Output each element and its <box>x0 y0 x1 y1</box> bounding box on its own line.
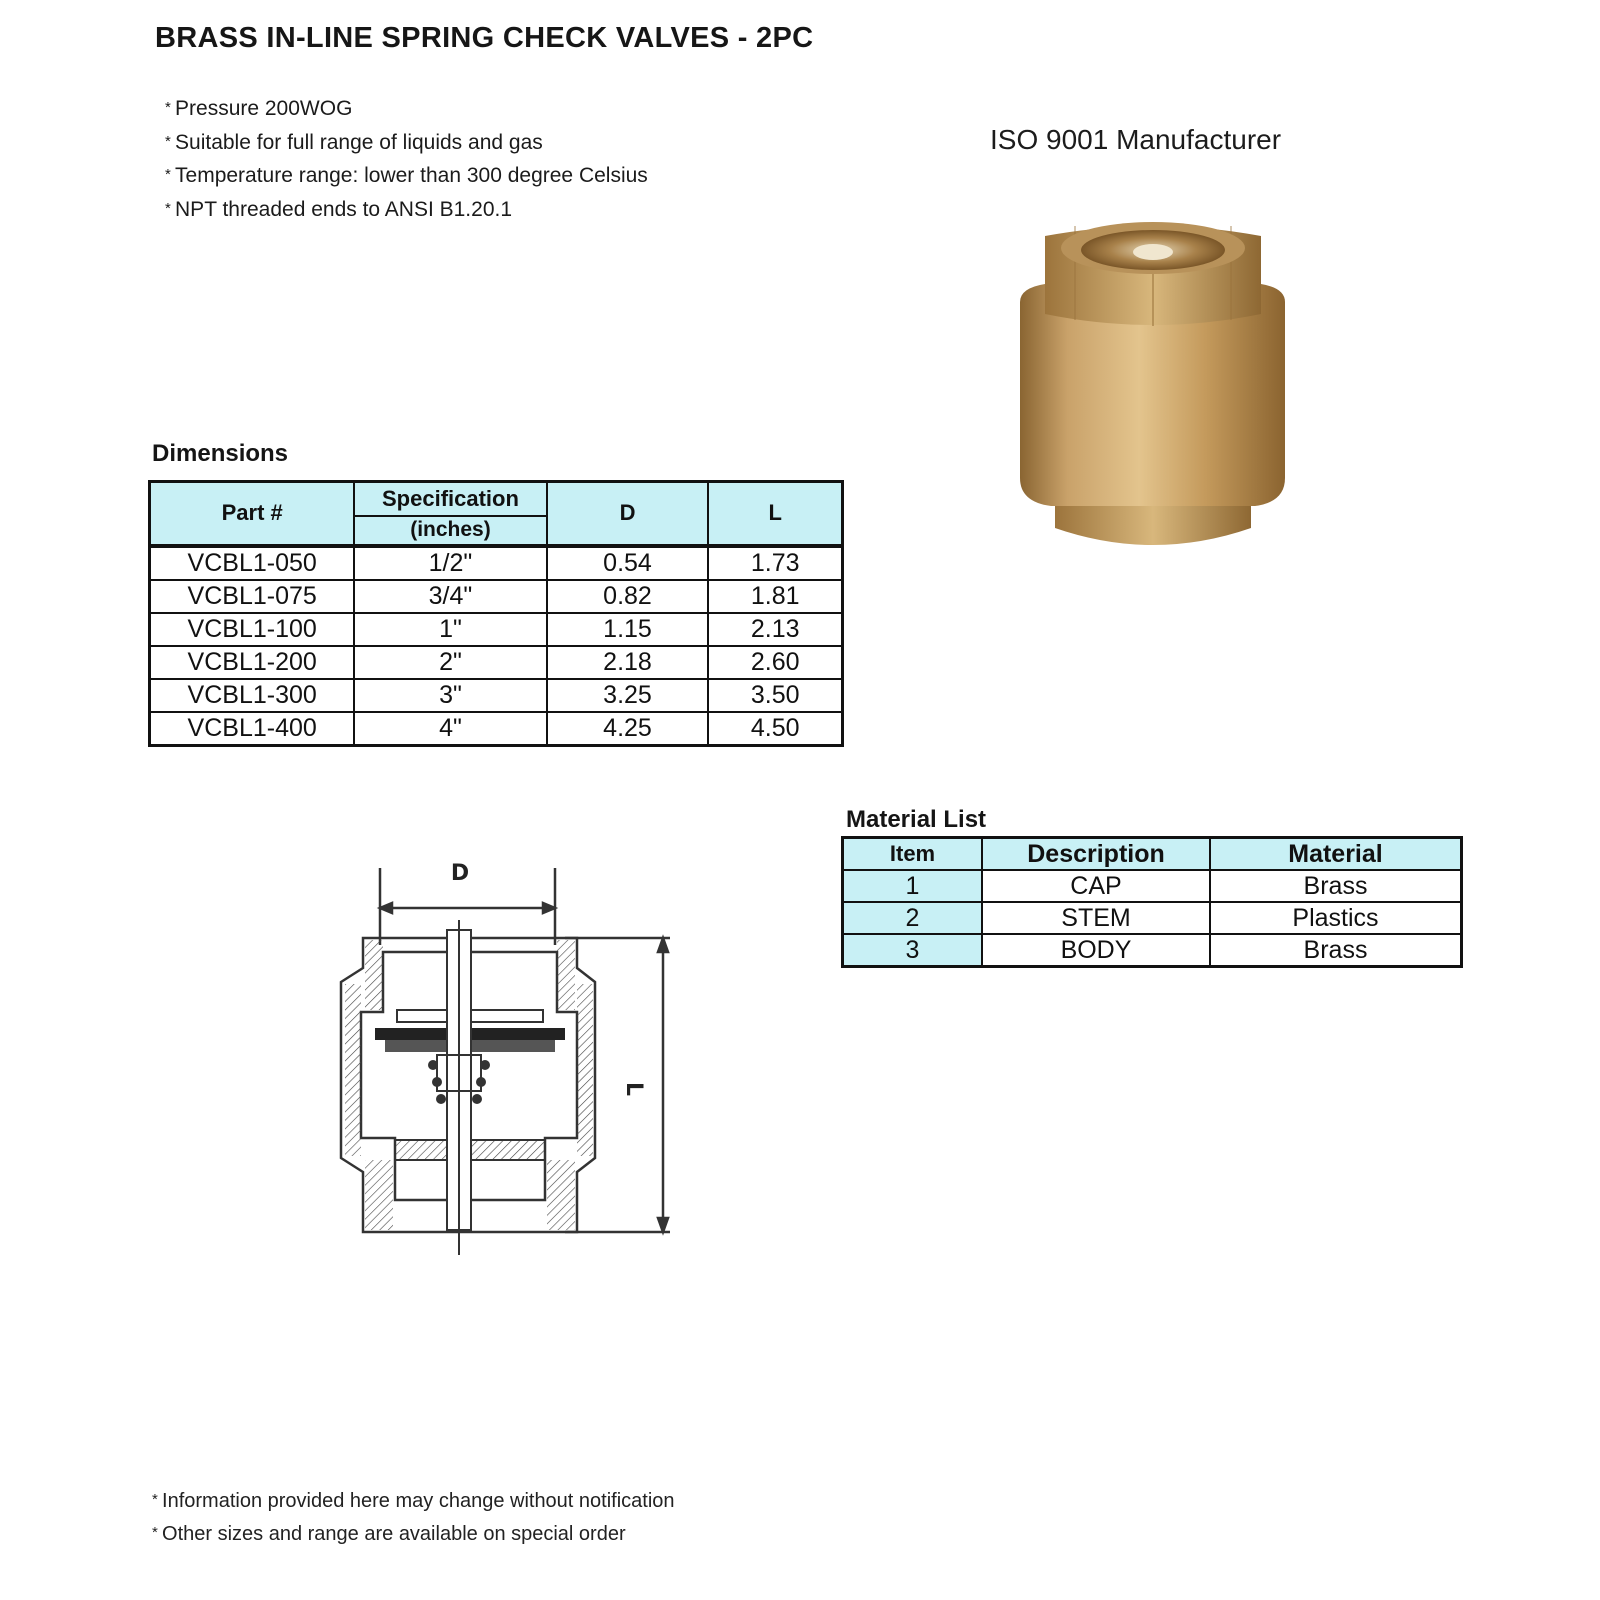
part-cell: VCBL1-200 <box>150 646 355 679</box>
cross-section-diagram <box>325 860 695 1270</box>
table-row <box>150 546 843 580</box>
material-cell: Brass <box>1210 870 1462 902</box>
l-cell: 1.81 <box>708 580 842 613</box>
l-cell: 3.50 <box>708 679 842 712</box>
spec-cell: 3/4" <box>354 580 546 613</box>
d-cell: 0.82 <box>547 580 709 613</box>
table-row <box>843 902 1462 934</box>
feature-list <box>165 92 648 226</box>
column-header-item: Item <box>843 838 983 871</box>
material-table <box>841 836 1463 968</box>
feature-item: * Temperature range: lower than 300 degree Celsius <box>165 159 648 193</box>
description-cell: CAP <box>982 870 1210 902</box>
spec-cell: 3" <box>354 679 546 712</box>
valve-photo <box>1015 210 1290 565</box>
d-cell: 3.25 <box>547 679 709 712</box>
column-header-d: D <box>547 482 709 546</box>
d-cell: 2.18 <box>547 646 709 679</box>
column-header-l: L <box>708 482 842 546</box>
table-row <box>150 646 843 679</box>
d-cell: 1.15 <box>547 613 709 646</box>
item-cell: 3 <box>843 934 983 967</box>
part-cell: VCBL1-050 <box>150 546 355 580</box>
d-cell: 0.54 <box>547 546 709 580</box>
l-cell: 2.60 <box>708 646 842 679</box>
column-header-description: Description <box>982 838 1210 871</box>
column-header-material: Material <box>1210 838 1462 871</box>
item-cell: 1 <box>843 870 983 902</box>
spec-cell: 1/2" <box>354 546 546 580</box>
dimensions-label: Dimensions <box>152 440 289 467</box>
table-row <box>150 679 843 712</box>
feature-item: * Suitable for full range of liquids and gas <box>165 126 648 160</box>
diagram-d-label: D <box>450 861 470 886</box>
column-header-part: Part # <box>150 482 355 546</box>
l-cell: 2.13 <box>708 613 842 646</box>
footnote: * Other sizes and range are available on special order <box>152 1523 626 1546</box>
d-cell: 4.25 <box>547 712 709 746</box>
table-row <box>843 934 1462 967</box>
column-header-spec: Specification <box>354 482 546 516</box>
l-cell: 1.73 <box>708 546 842 580</box>
feature-item: * NPT threaded ends to ANSI B1.20.1 <box>165 193 648 227</box>
l-cell: 4.50 <box>708 712 842 746</box>
description-cell: STEM <box>982 902 1210 934</box>
part-cell: VCBL1-400 <box>150 712 355 746</box>
material-list-label: Material List <box>846 806 987 833</box>
certification-label: ISO 9001 Manufacturer <box>990 124 1282 155</box>
part-cell: VCBL1-300 <box>150 679 355 712</box>
table-row <box>150 712 843 746</box>
description-cell: BODY <box>982 934 1210 967</box>
feature-item: * Pressure 200WOG <box>165 92 648 126</box>
table-row <box>150 613 843 646</box>
material-cell: Plastics <box>1210 902 1462 934</box>
dimensions-table <box>148 480 844 747</box>
spec-cell: 2" <box>354 646 546 679</box>
footnote: * Information provided here may change without notification <box>152 1490 675 1513</box>
column-header-spec-unit: (inches) <box>354 516 546 546</box>
table-row <box>150 580 843 613</box>
spec-cell: 4" <box>354 712 546 746</box>
item-cell: 2 <box>843 902 983 934</box>
part-cell: VCBL1-100 <box>150 613 355 646</box>
part-cell: VCBL1-075 <box>150 580 355 613</box>
spec-cell: 1" <box>354 613 546 646</box>
page-title: BRASS IN-LINE SPRING CHECK VALVES - 2PC <box>155 22 814 54</box>
diagram-l-label: L <box>621 1082 646 1097</box>
table-row <box>843 870 1462 902</box>
material-cell: Brass <box>1210 934 1462 967</box>
